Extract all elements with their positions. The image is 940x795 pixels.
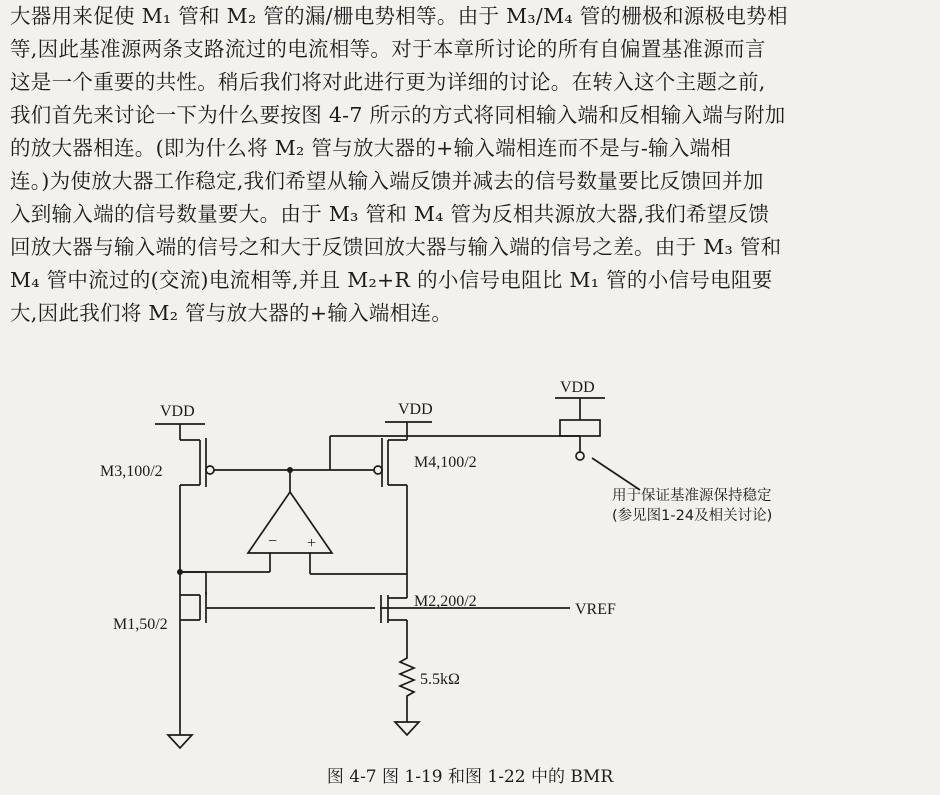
stabilizer-box xyxy=(560,420,600,436)
vref-label: VREF xyxy=(575,601,616,618)
m4-gate-bubble xyxy=(374,466,382,474)
opamp-plus-label: + xyxy=(307,535,317,552)
opamp-triangle xyxy=(248,492,332,553)
paragraph-line: 入到输入端的信号数量要大。由于 M₃ 管和 M₄ 管为反相共源放大器,我们希望反馈 xyxy=(10,202,770,226)
m2-label: M2,200/2 xyxy=(414,593,477,610)
paragraph-line: 连。)为使放大器工作稳定,我们希望从输入端反馈并减去的信号数量要比反馈回并加 xyxy=(10,169,764,193)
paragraph-line: 等,因此基准源两条支路流过的电流相等。对于本章所讨论的所有自偏置基准源而言 xyxy=(10,37,766,61)
annotation-line2: (参见图1-24及相关讨论) xyxy=(612,508,773,524)
m1-label: M1,50/2 xyxy=(113,616,168,633)
paragraph-line: 大,因此我们将 M₂ 管与放大器的+输入端相连。 xyxy=(10,301,453,325)
ground-left xyxy=(168,735,192,748)
paragraph-line: 我们首先来讨论一下为什么要按图 4-7 所示的方式将同相输入端和反相输入端与附加 xyxy=(10,103,786,127)
paragraph-line: 回放大器与输入端的信号之和大于反馈回放大器与输入端的信号之差。由于 M₃ 管和 xyxy=(10,235,782,259)
vdd-right-label: VDD xyxy=(560,379,595,396)
paragraph-line: 的放大器相连。(即为什么将 M₂ 管与放大器的+输入端相连而不是与-输入端相 xyxy=(10,136,732,160)
opamp-minus-label: − xyxy=(268,533,278,550)
resistor-5k5 xyxy=(400,645,414,710)
m3-gate-bubble xyxy=(206,466,214,474)
paragraph-line: M₄ 管中流过的(交流)电流相等,并且 M₂+R 的小信号电阻比 M₁ 管的小信号电阻要 xyxy=(10,268,773,292)
figure-caption: 图 4-7 图 1-19 和图 1-22 中的 BMR xyxy=(326,767,614,787)
annotation-arrow xyxy=(592,458,640,490)
annotation-line1: 用于保证基准源保持稳定 xyxy=(612,488,772,504)
vdd-mid-label: VDD xyxy=(398,401,433,418)
m4-label: M4,100/2 xyxy=(414,454,477,471)
paragraph-line: 这是一个重要的共性。稍后我们将对此进行更为详细的讨论。在转入这个主题之前, xyxy=(10,70,766,94)
resistor-label: 5.5kΩ xyxy=(420,671,460,688)
vdd-left-label: VDD xyxy=(160,403,195,420)
m3-label: M3,100/2 xyxy=(100,463,163,480)
stabilizer-bubble xyxy=(576,452,584,460)
paragraph-line: 大器用来促使 M₁ 管和 M₂ 管的漏/栅电势相等。由于 M₃/M₄ 管的栅极和源极电势相 xyxy=(10,4,788,28)
ground-right xyxy=(395,722,419,735)
